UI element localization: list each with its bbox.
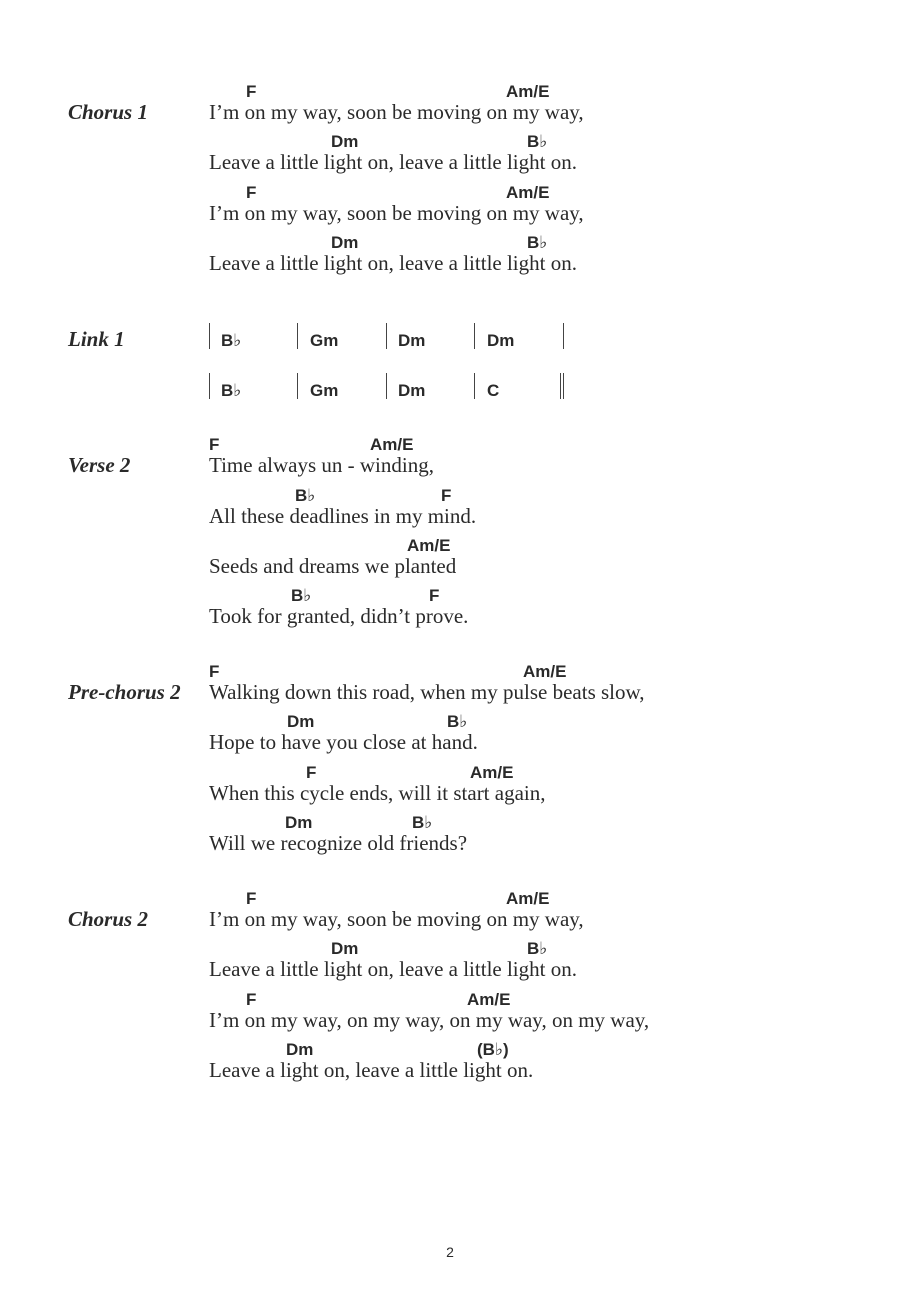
bar-line [209,373,210,399]
chord: F [209,435,220,454]
chord: Am/E [506,183,550,202]
chord: B♭ [221,331,242,350]
chord: F [246,889,257,908]
chord: Am/E [506,889,550,908]
lyric-line: Leave a little light on, leave a little light on. [209,150,577,174]
lyric-line: Hope to have you close at hand. [209,730,478,754]
chord: B♭ [447,712,468,731]
chord: F [429,586,440,605]
chord: B♭ [527,233,548,252]
chord: F [246,183,257,202]
chord: B♭ [527,939,548,958]
chord: Dm [398,331,426,350]
bar-line [474,323,475,349]
chord: Gm [310,331,339,350]
chord: F [209,662,220,681]
page-number: 2 [446,1244,454,1260]
lyric-line: All these deadlines in my mind. [209,504,477,528]
lyric-line: Took for granted, didn’t prove. [209,604,469,628]
lyric-line: Walking down this road, when my pulse beats slow, [209,680,645,704]
chord: Gm [310,381,339,400]
chord: Am/E [523,662,567,681]
lyric-line: I’m on my way, soon be moving on my way, [209,907,584,931]
section-label: Verse 2 [68,453,131,477]
chord: C [487,381,500,400]
chord: Am/E [470,763,514,782]
bar-line [297,373,298,399]
lyric-line: When this cycle ends, will it start again, [209,781,546,805]
chord: B♭ [291,586,312,605]
bar-line [474,373,475,399]
lyric-line: I’m on my way, soon be moving on my way, [209,201,584,225]
chord: B♭ [527,132,548,151]
chord: Dm [286,1040,314,1059]
chord: F [246,82,257,101]
chord: Dm [331,939,359,958]
lyric-line: Time always un - winding, [209,453,434,477]
chord: B♭ [295,486,316,505]
lyric-line: Leave a little light on, leave a little light on. [209,957,577,981]
chord: Am/E [506,82,550,101]
chord: Am/E [370,435,414,454]
section-label: Chorus 2 [68,907,148,931]
section-label: Pre-chorus 2 [68,680,181,704]
lyric-line: Seeds and dreams we planted [209,554,457,578]
chord: Dm [285,813,313,832]
section-label: Link 1 [68,327,125,351]
chord: Dm [487,331,515,350]
lyric-line: Leave a little light on, leave a little light on. [209,251,577,275]
chord: (B♭) [477,1040,509,1059]
chord: Dm [331,132,359,151]
chord: Dm [287,712,315,731]
chord: Dm [398,381,426,400]
chord: B♭ [221,381,242,400]
lyric-line: I’m on my way, soon be moving on my way, [209,100,584,124]
chord: Am/E [467,990,511,1009]
chord: F [246,990,257,1009]
double-bar-line [560,373,564,399]
chord: B♭ [412,813,433,832]
lyric-line: Will we recognize old friends? [209,831,468,855]
bar-line [386,373,387,399]
lyric-line: I’m on my way, on my way, on my way, on my way, [209,1008,650,1032]
chord: Am/E [407,536,451,555]
chord: Dm [331,233,359,252]
chord: F [441,486,452,505]
bar-line [209,323,210,349]
chord: F [306,763,317,782]
bar-line [297,323,298,349]
lyric-line: Leave a light on, leave a little light on. [209,1058,534,1082]
bar-line [386,323,387,349]
bar-line [563,323,564,349]
section-label: Chorus 1 [68,100,148,124]
